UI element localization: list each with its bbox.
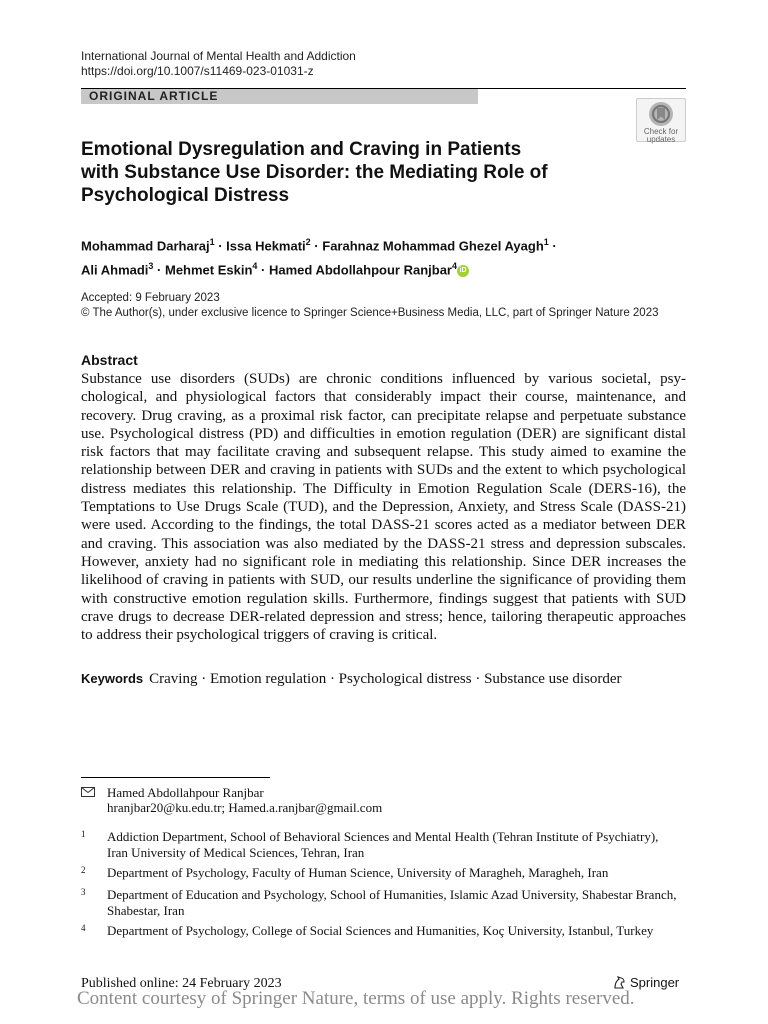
author-name[interactable]: Ali Ahmadi xyxy=(81,262,149,278)
author-name[interactable]: Mehmet Eskin xyxy=(165,262,253,278)
author-separator: · xyxy=(310,238,323,254)
author-list xyxy=(81,232,686,281)
bookmark-refresh-icon xyxy=(648,101,674,127)
keywords-line xyxy=(81,670,691,688)
author-name[interactable]: Issa Hekmati xyxy=(226,238,306,254)
abstract-body: Substance use disorders (SUDs) are chronic conditions influenced by various societal, psychological, and physiological factors that considerably impact their course, maintenance, and recovery. Drug craving, as a proximal risk factor, can precipitate relapse and perpetuate substance use. Psychological distress (PD) and difficulties in emotion regulation (DER) are significant distal risk factors that may facilitate craving and subsequent relapse. This study aimed to examine the relationship between DER and craving in patients with SUDs and the extent to which psychological distress mediates this relationship. The Difficulty in Emotion Regulation Scale (DERS-16), the Temptations to Use Drugs Scale (TUD), and the Depression, Anxiety, and Stress Scale (DASS-21) were used. According to the findings, the total DASS-21 scores acted as a mediator between DER and craving. This association was also mediated by the DASS-21 stress and depression subscales. However, anxiety had no significant role in mediating this relationship. Since DER increases the likelihood of craving in patients with SUD, our results underline the significance of providing them with constructive emotion regulation skills. Furthermore, findings suggest that patients with SUD crave drugs to decrease DER-related depression and stress; hence, tailoring therapeutic approaches to address their psychological triggers of craving is critical. xyxy=(81,371,686,644)
author-affiliation-mark: 4 xyxy=(252,261,258,272)
author-affiliation-mark: 1 xyxy=(209,237,215,247)
envelope-icon xyxy=(81,787,95,797)
author-affiliation-mark: 3 xyxy=(148,261,154,272)
author-affiliation-mark: 2 xyxy=(305,237,311,247)
copyright-notice: © The Author(s), under exclusive licence to Springer Science+Business Media, LLC, part of Springer Nature 2023 xyxy=(81,307,659,319)
journal-name: International Journal of Mental Health and Addiction xyxy=(81,49,356,63)
corresponding-author-name: Hamed Abdollahpour Ranjbar xyxy=(107,785,264,800)
keywords-text: Craving · Emotion regulation · Psychological distress · Substance use disorder xyxy=(149,671,622,687)
affiliation-number: 3 xyxy=(81,887,86,897)
author-name[interactable]: Farahnaz Mohammad Ghezel Ayagh xyxy=(322,238,544,254)
affiliation-number: 1 xyxy=(81,829,86,839)
affiliation-text: Department of Psychology, College of Social Sciences and Humanities, Koç University, Istanbul, Turkey xyxy=(107,923,654,938)
doi-link[interactable]: https://doi.org/10.1007/s11469-023-01031-z xyxy=(81,64,314,78)
author-separator: · xyxy=(257,262,269,278)
orcid-icon[interactable]: iD xyxy=(457,265,469,277)
article-title: Emotional Dysregulation and Craving in Patients with Substance Use Disorder: the Mediating Role of Psychological Distress xyxy=(81,139,548,206)
courtesy-watermark: Content courtesy of Springer Nature, terms of use apply. Rights reserved. xyxy=(77,988,635,1009)
author-separator: · xyxy=(214,238,227,254)
affiliation-number: 2 xyxy=(81,865,86,875)
author-separator: · xyxy=(548,238,557,254)
author-separator: · xyxy=(153,262,165,278)
affiliation-number: 4 xyxy=(81,923,86,933)
corresponding-author-email[interactable]: hranjbar20@ku.edu.tr; Hamed.a.ranjbar@gmail.com xyxy=(107,800,383,815)
footnote-rule xyxy=(81,777,270,778)
author-name[interactable]: Hamed Abdollahpour Ranjbar xyxy=(269,262,452,278)
abstract-heading: Abstract xyxy=(81,352,138,368)
affiliation-text: Department of Psychology, Faculty of Human Science, University of Maragheh, Maragheh, Iran xyxy=(107,865,609,880)
springer-logo-text: Springer xyxy=(630,975,680,990)
article-type-banner: ORIGINAL ARTICLE xyxy=(81,89,478,104)
affiliation-text: Addiction Department, School of Behavioral Sciences and Mental Health (Tehran Institute of Psychiatry), Iran University of Medical Sciences, Tehran, Iran xyxy=(107,829,659,860)
author-affiliation-mark: 1 xyxy=(543,237,549,247)
keywords-label: Keywords xyxy=(81,671,144,686)
check-for-updates-label: Check for updates xyxy=(643,127,679,144)
author-name[interactable]: Mohammad Darharaj xyxy=(81,238,210,254)
check-for-updates-button[interactable] xyxy=(636,98,686,142)
accepted-date: Accepted: 9 February 2023 xyxy=(81,292,220,304)
published-date: Published online: 24 February 2023 xyxy=(81,976,282,991)
affiliation-text: Department of Education and Psychology, School of Humanities, Islamic Azad University, Shabestar Branch, Shabestar, Iran xyxy=(107,887,677,918)
author-affiliation-mark: 4 xyxy=(451,261,457,272)
